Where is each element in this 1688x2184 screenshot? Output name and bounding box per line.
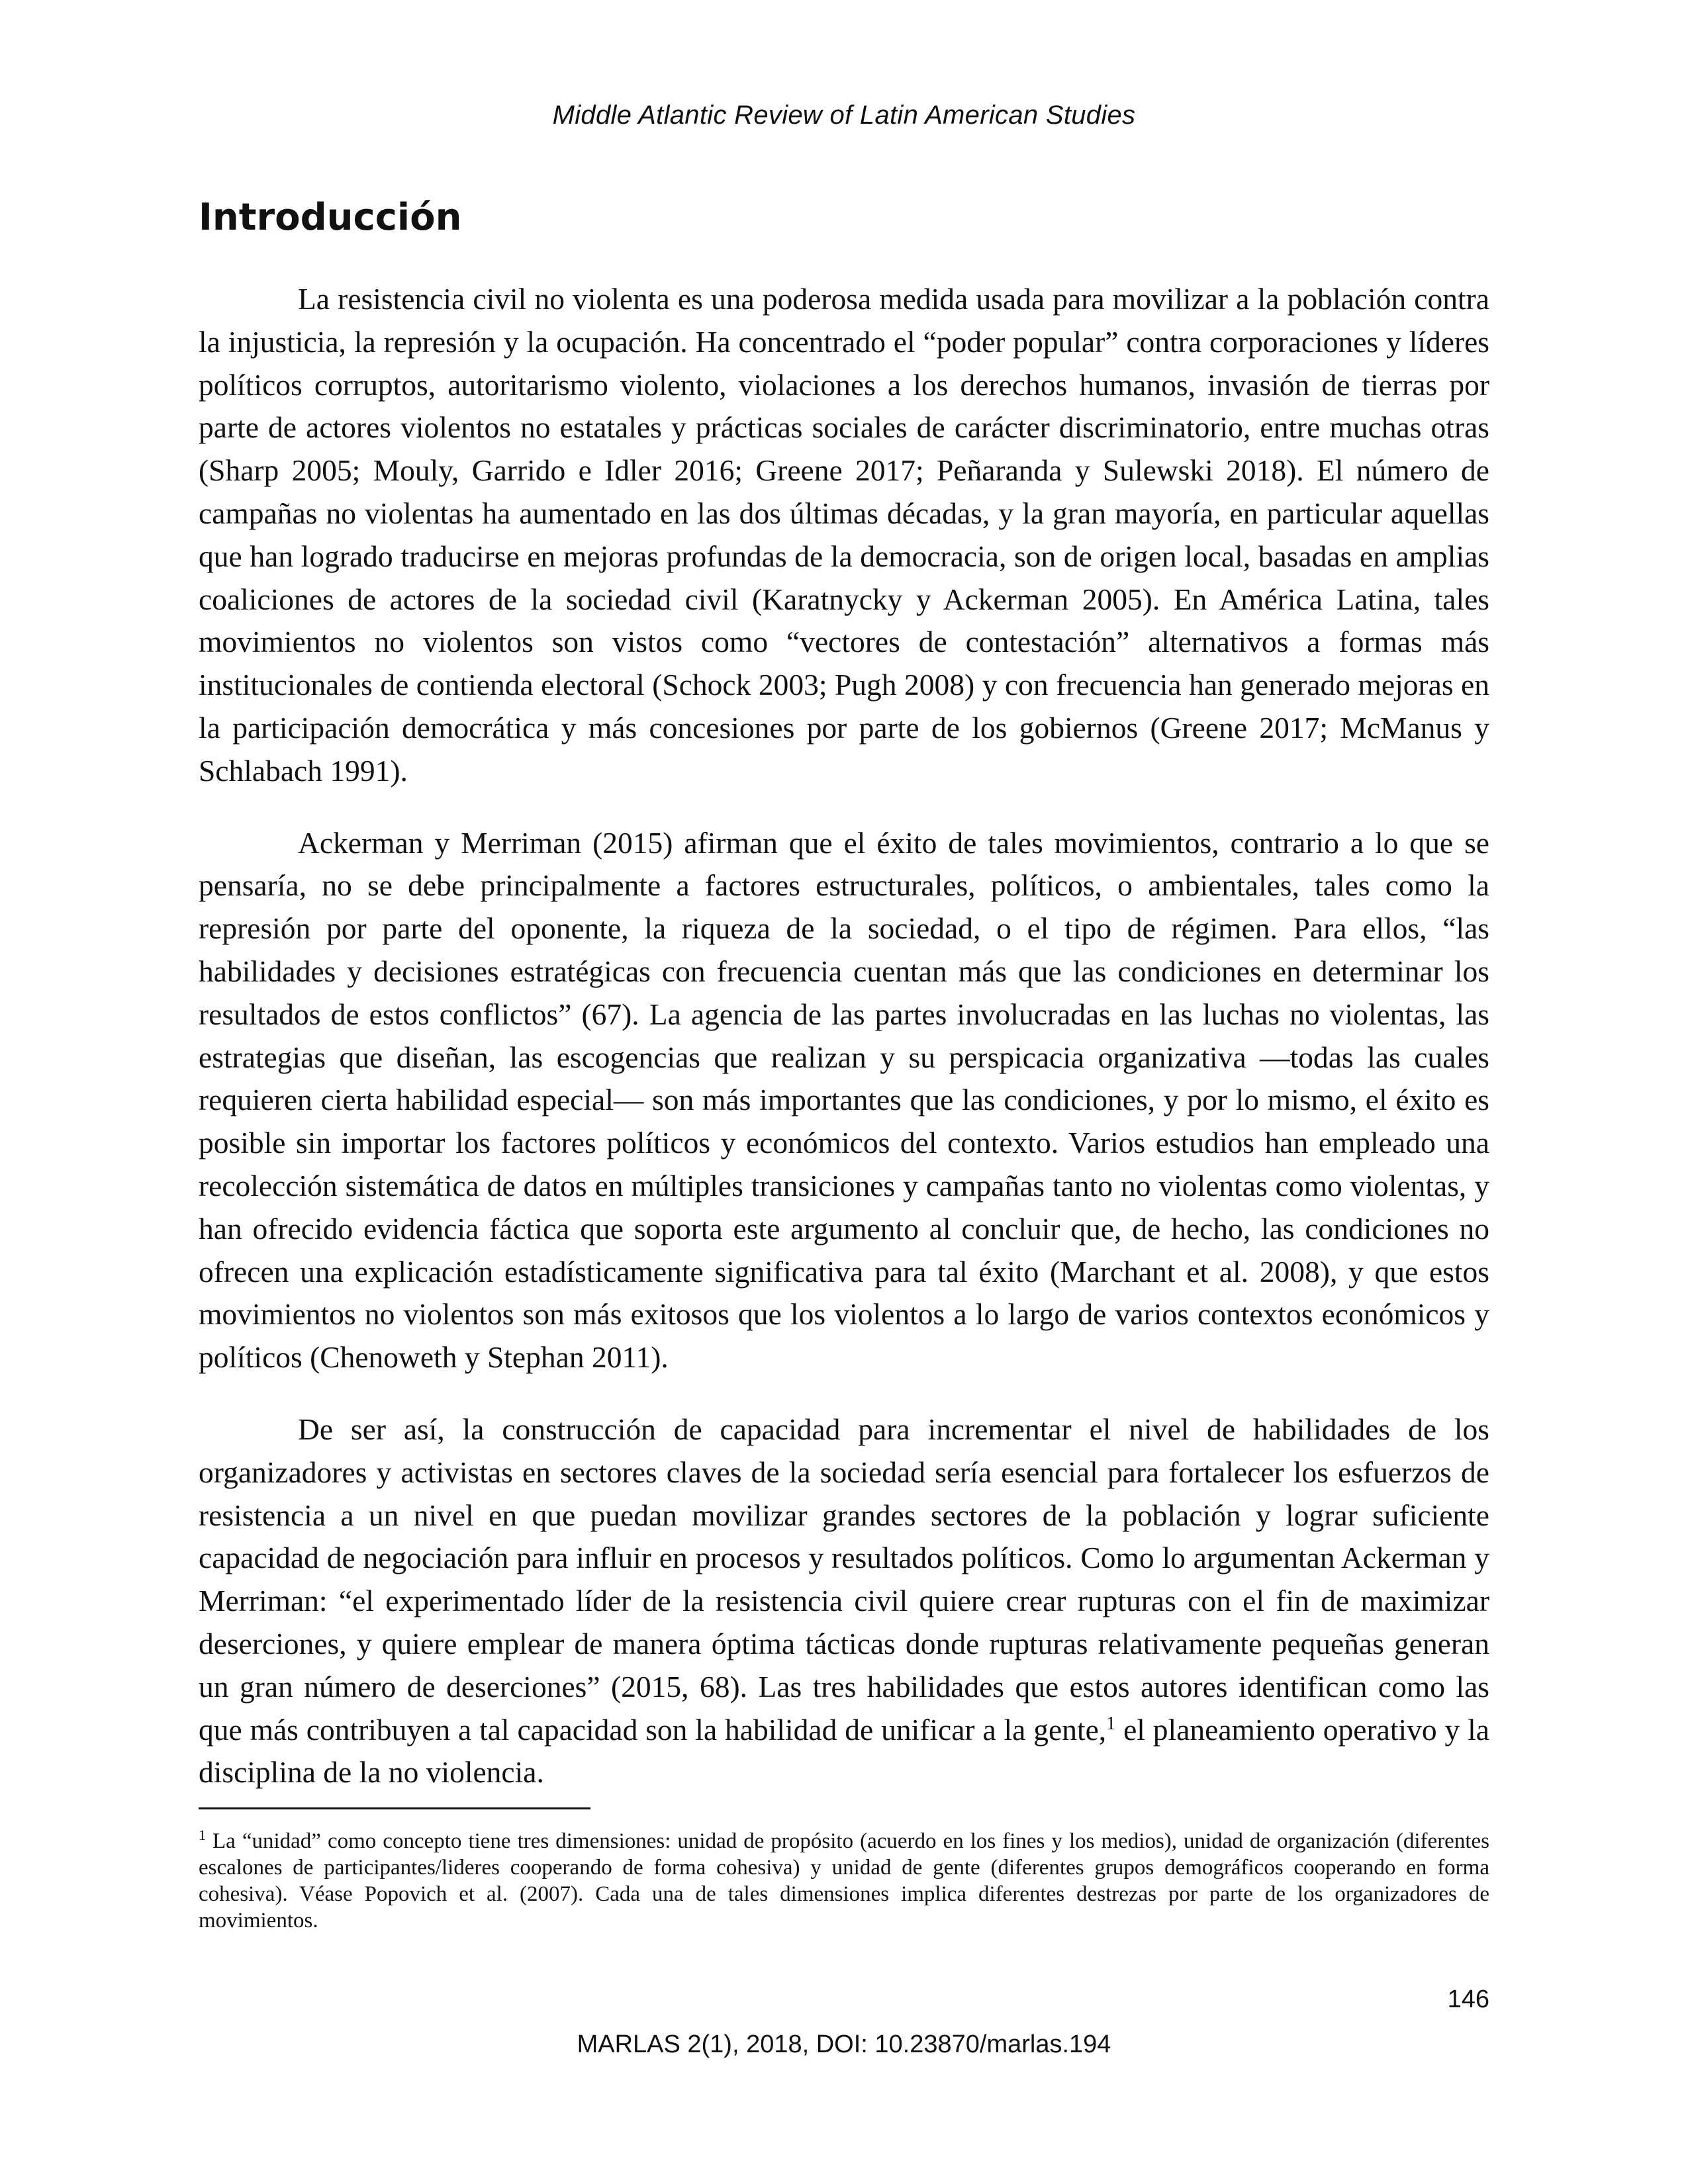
running-header: Middle Atlantic Review of Latin American Studies	[552, 101, 1136, 130]
body-text	[199, 278, 1489, 1823]
paragraph-1: La resistencia civil no violenta es una poderosa medida usada para movilizar a la población contra la injusticia, la represión y la ocupación. Ha concentrado el “poder popular” contra corporaciones y líderes políticos corruptos, autoritarismo violento, violaciones a los derechos humanos, invasión de tierras por parte de actores violentos no estatales y prácticas sociales de carácter discriminatorio, entre muchas otras (Sharp 2005; Mouly, Garrido e Idler 2016; Greene 2017; Peñaranda y Sulewski 2018). El número de campañas no violentas ha aumentado en las dos últimas décadas, y la gran mayoría, en particular aquellas que han logrado traducirse en mejoras profundas de la democracia, son de origen local, basadas en amplias coaliciones de actores de la sociedad civil (Karatnycky y Ackerman 2005). En América Latina, tales movimientos no violentos son vistos como “vectores de contestación” alternativos a formas más institucionales de contienda electoral (Schock 2003; Pugh 2008) y con frecuencia han generado mejoras en la participación democrática y más concesiones por parte de los gobiernos (Greene 2017; McManus y Schlabach 1991).	[199, 282, 1489, 788]
paragraph-3-text-end: el planeamiento operativo y la disciplina de la no violencia.	[199, 1712, 1489, 1790]
footnote-reference[interactable]: 1	[1106, 1713, 1116, 1734]
footnote-marker: 1	[199, 1827, 206, 1843]
paragraph-3-text-start: De ser así, la construcción de capacidad para incrementar el nivel de habilidades de los organizadores y activistas en sectores claves de la sociedad sería esencial para fortalecer los esfuerzos de resistencia a un nivel en que puedan movilizar grandes sectores de la población y lograr suficiente capacidad de negociación para influir en procesos y resultados políticos. Como lo argumentan Ackerman y Merriman: “el experimentado líder de la resistencia civil quiere crear rupturas con el fin de maximizar deserciones, y quiere emplear de manera óptima tácticas donde rupturas relativamente pequeñas generan un gran número de deserciones” (2015, 68). Las tres habilidades que estos autores identifican como las que más contribuyen a tal capacidad son la habilidad de unificar a la gente,	[199, 1412, 1489, 1747]
paragraph-2: Ackerman y Merriman (2015) afirman que el éxito de tales movimientos, contrario a lo que se pensaría, no se debe principalmente a factores estructurales, políticos, o ambientales, tales como la represión por parte del oponente, la riqueza de la sociedad, o el tipo de régimen. Para ellos, “las habilidades y decisiones estratégicas con frecuencia cuentan más que las condiciones en determinar los resultados de estos conflictos” (67). La agencia de las partes involucradas en las luchas no violentas, las estrategias que diseñan, las escogencias que realizan y su perspicacia organizativa —todas las cuales requieren cierta habilidad especial— son más importantes que las condiciones, y por lo mismo, el éxito es posible sin importar los factores políticos y económicos del contexto. Varios estudios han empleado una recolección sistemática de datos en múltiples transiciones y campañas tanto no violentas como violentas, y han ofrecido evidencia fáctica que soporta este argumento al concluir que, de hecho, las condiciones no ofrecen una explicación estadísticamente significativa para tal éxito (Marchant et al. 2008), y que estos movimientos no violentos son más exitosos que los violentos a lo largo de varios contextos económicos y políticos (Chenoweth y Stephan 2011).	[199, 825, 1489, 1375]
page-number: 146	[1447, 1985, 1489, 2013]
paragraph-3	[199, 1408, 1489, 1794]
footnote-divider	[199, 1807, 590, 1809]
footnote	[199, 1828, 1489, 1934]
section-heading: Introducción	[199, 196, 462, 239]
footnote-text: La “unidad” como concepto tiene tres dimensiones: unidad de propósito (acuerdo en los fines y los medios), unidad de organización (diferentes escalones de participantes/lideres cooperando de forma cohesiva) y unidad de gente (diferentes grupos demográficos cooperando en forma cohesiva). Véase Popovich et al. (2007). Cada una de tales dimensiones implica diferentes destrezas por parte de los organizadores de movimientos.	[199, 1829, 1489, 1933]
running-footer: MARLAS 2(1), 2018, DOI: 10.23870/marlas.194	[577, 2030, 1111, 2058]
